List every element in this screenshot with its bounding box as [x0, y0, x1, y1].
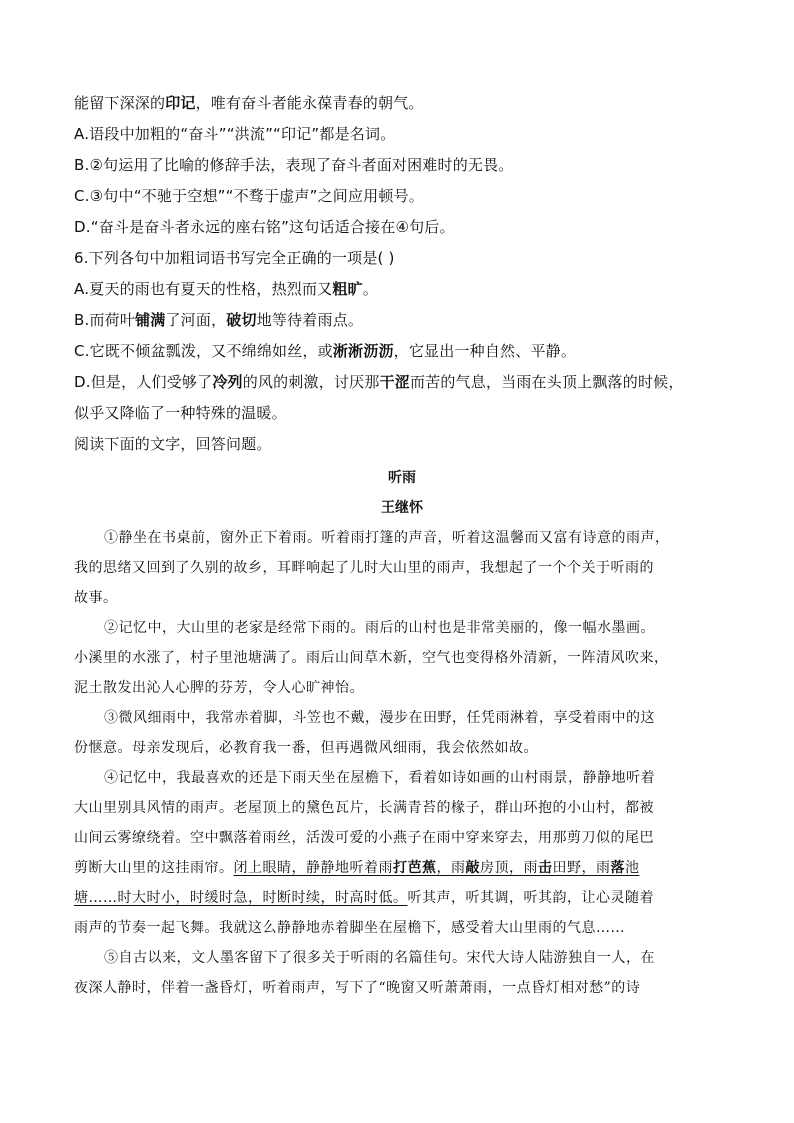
p4-line: ④记忆中，我最喜欢的还是下雨天坐在屋檐下，看着如诗如画的山村雨景，静静地听着: [104, 770, 655, 786]
q5-option-d: D.“奋斗是奋斗者永远的座右铭”这句话适合接在④句后。: [74, 218, 455, 236]
p2-line: ②记忆中，大山里的老家是经常下雨的。雨后的山村也是非常美丽的，像一幅水墨画。: [104, 620, 655, 636]
q6-stem: 6.下列各句中加粗词语书写完全正确的一项是( ): [74, 249, 395, 267]
p1-line: 我的思绪又回到了久别的故乡，耳畔响起了儿时大山里的雨声，我想起了一个个关于听雨的: [74, 560, 654, 576]
q6-option-b: B.而荷叶铺满了河面，破切地等待着雨点。: [74, 311, 364, 329]
p4-line: 山间云雾缭绕着。空中飘落着雨丝，活泼可爱的小燕子在雨中穿来穿去，用那剪刀似的尾巴: [74, 830, 654, 846]
p2-line: 小溪里的水涨了，村子里池塘满了。雨后山间草木新，空气也变得格外清新，一阵清风吹来，: [74, 650, 669, 666]
p4-line: 大山里别具风情的雨声。老屋顶上的黛色瓦片，长满青苔的椽子，群山环抱的小山村，都被: [74, 800, 654, 816]
p4-line: 雨声的节奏一起飞舞。我就这么静静地赤着脚坐在屋檐下，感受着大山里雨的气息……: [74, 920, 625, 936]
q5-option-c: C.③句中“不驰于空想”“不骛于虚声”之间应用顿号。: [74, 187, 424, 205]
p1-line: 故事。: [74, 590, 118, 606]
prev-question-tail: 能留下深深的印记，唯有奋斗者能永葆青春的朝气。: [74, 94, 424, 112]
passage-title: 听雨: [388, 470, 416, 486]
p5-line: 夜深人静时，伴着一盏昏灯，听着雨声，写下了“晚窗又听萧萧雨，一点昏灯相对愁”的诗: [74, 980, 641, 996]
q5-option-b: B.②句运用了比喻的修辞手法，表现了奋斗者面对困难时的无畏。: [74, 156, 514, 174]
q6-option-d-cont: 似乎又降临了一种特殊的温暖。: [74, 404, 287, 422]
passage-author: 王继怀: [381, 500, 423, 516]
reading-instruction: 阅读下面的文字，回答问题。: [74, 435, 272, 453]
p5-line: ⑤自古以来，文人墨客留下了很多关于听雨的名篇佳句。宋代大诗人陆游独自一人，在: [104, 950, 655, 966]
p1-line: ①静坐在书桌前，窗外正下着雨。听着雨打篷的声音，听着这温馨而又富有诗意的雨声，: [104, 530, 670, 546]
q5-option-a: A.语段中加粗的“奋斗”“洪流”“印记”都是名词。: [74, 125, 396, 143]
p3-line: 份惬意。母亲发现后，必教育我一番，但再遇微风细雨，我会依然如故。: [74, 740, 538, 756]
q6-option-c: C.它既不倾盆瓢泼，又不绵绵如丝，或淅淅沥沥，它显出一种自然、平静。: [74, 342, 577, 360]
p3-line: ③微风细雨中，我常赤着脚，斗笠也不戴，漫步在田野，任凭雨淋着，享受着雨中的这: [104, 710, 655, 726]
p4-line-underlined: 剪断大山里的这挂雨帘。闭上眼睛，静静地听着雨打芭蕉，雨敲房顶，雨击田野，雨落池: [74, 860, 640, 876]
q6-option-d: D.但是，人们受够了冷列的风的刺激，讨厌那干涩而苦的气息，当雨在头顶上飘落的时候，: [74, 373, 684, 391]
p2-line: 泥土散发出沁人心脾的芬芳，令人心旷神怡。: [74, 680, 364, 696]
exam-page: [74, 88, 730, 1003]
p4-line-underlined: 塘……时大时小，时缓时急，时断时续，时高时低。听其声，听其调，听其韵，让心灵随着: [74, 890, 654, 906]
q6-option-a: A.夏天的雨也有夏天的性格，热烈而又粗旷。: [74, 280, 378, 298]
underlined-sentence: 闭上眼睛，静静地听着雨打芭蕉，雨敲房顶，雨击田野，雨落池: [233, 860, 640, 876]
